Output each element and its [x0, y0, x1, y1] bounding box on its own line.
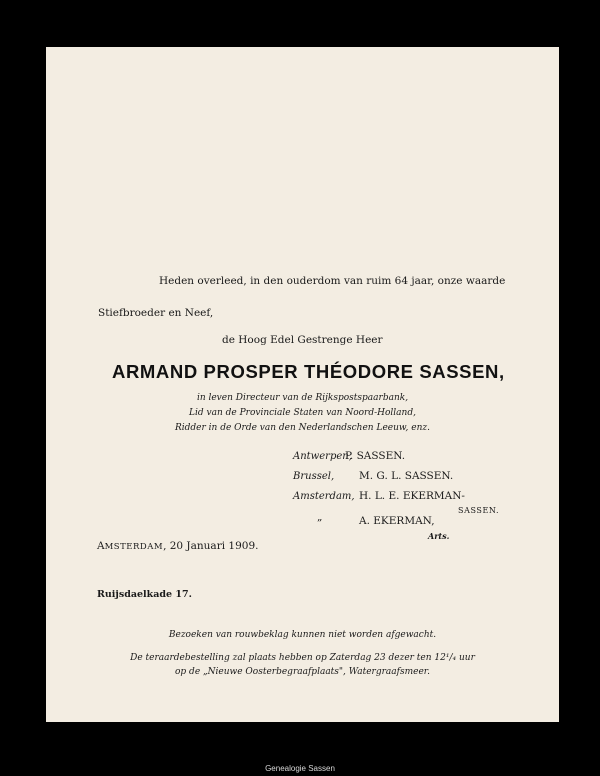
mourner-name: M. G. L. SASSEN. — [359, 470, 454, 482]
date-city-initial: A — [97, 540, 105, 552]
mourner-place: Antwerpen, — [293, 451, 352, 462]
title-line-1: in leven Directeur van de Rijkspostspaarbank, — [196, 393, 409, 403]
honorific: de Hoog Edel Gestrenge Heer — [222, 334, 383, 346]
announcement-line-2: Stiefbroeder en Neef, — [98, 307, 214, 319]
last-mourner-title: Arts. — [428, 531, 450, 541]
date-text: , 20 Januari 1909. — [163, 540, 259, 552]
title-line-2: Lid van de Provinciale Staten van Noord-Holland, — [189, 408, 416, 418]
mourner-name: H. L. E. EKERMAN- — [359, 490, 465, 502]
mourner-name-suffix: SASSEN. — [458, 506, 500, 515]
burial-notice-line-2: op de „Nieuwe Oosterbegraafplaats", Watergraafsmeer. — [175, 667, 430, 677]
visits-notice: Bezoeken van rouwbeklag kunnen niet worden afgewacht. — [168, 630, 437, 640]
ditto-mark: „ — [317, 511, 323, 523]
mourner-place: Amsterdam, — [293, 491, 355, 502]
title-line-3: Ridder in de Orde van den Nederlandschen Leeuw, enz. — [175, 423, 430, 433]
burial-notice-line-1: De teraardebestelling zal plaats hebben op Zaterdag 23 dezer ten 12¹/₄ uur — [130, 653, 475, 663]
mourner-place: Brussel, — [293, 471, 335, 482]
footer-caption: Genealogie Sassen — [265, 764, 335, 773]
mourner-name: P. SASSEN. — [345, 450, 406, 462]
address: Ruijsdaelkade 17. — [97, 589, 192, 600]
date-city-rest: MSTERDAM — [104, 542, 164, 552]
last-mourner-name: A. EKERMAN, — [359, 515, 435, 527]
death-notice-card — [46, 47, 559, 722]
deceased-name: ARMAND PROSPER THÉODORE SASSEN, — [112, 361, 505, 382]
date-line — [97, 540, 258, 552]
announcement-line-1: Heden overleed, in den ouderdom van ruim 64 jaar, onze waarde — [159, 275, 506, 287]
